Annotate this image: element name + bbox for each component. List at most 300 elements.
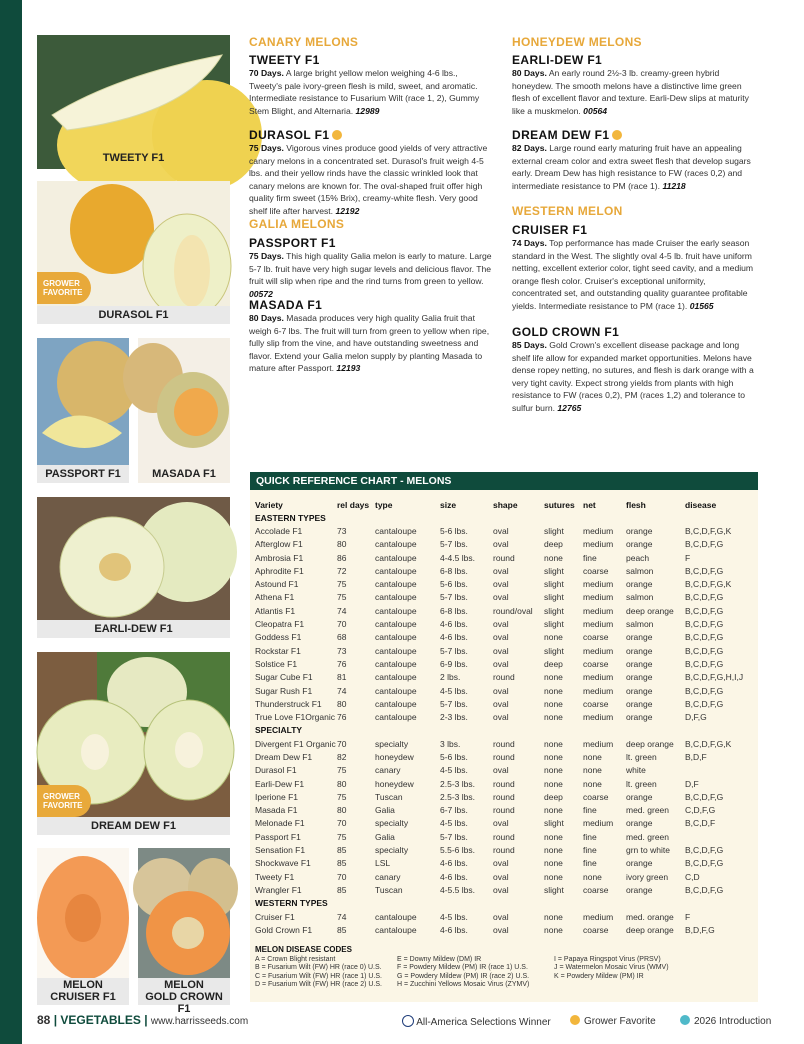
table-cell: cantaloupe <box>375 605 417 616</box>
table-cell: 80 <box>337 778 347 789</box>
table-row <box>255 591 757 604</box>
table-cell: 76 <box>337 658 347 669</box>
table-cell: slight <box>544 605 564 616</box>
masada-photo <box>138 338 230 483</box>
earli-dew-photo <box>37 497 230 638</box>
table-cell: 2 lbs. <box>440 672 461 683</box>
table-cell: cantaloupe <box>375 539 417 550</box>
table-cell: slight <box>544 579 564 590</box>
table-cell: 6-8 lbs. <box>440 565 468 576</box>
table-cell: fine <box>583 552 597 563</box>
table-cell: Earli-Dew F1 <box>255 778 305 789</box>
table-cell: oval <box>493 765 509 776</box>
table-cell: cantaloupe <box>375 525 417 536</box>
table-cell: Cruiser F1 <box>255 911 295 922</box>
legend-entry: J = Watermelon Mosaic Virus (WMV) <box>554 964 669 972</box>
table-row <box>255 923 757 936</box>
table-cell: medium <box>583 672 614 683</box>
table-cell: medium <box>583 685 614 696</box>
table-cell: deep <box>544 539 563 550</box>
group-label: WESTERN TYPES <box>255 898 328 909</box>
grower-favorite-legend: Grower Favorite <box>570 1015 656 1027</box>
table-cell: F <box>685 552 691 563</box>
table-cell: round <box>493 552 515 563</box>
table-cell: Atlantis F1 <box>255 605 296 616</box>
table-cell: Aphrodite F1 <box>255 565 304 576</box>
table-cell: none <box>544 751 563 762</box>
table-cell: 5-7 lbs. <box>440 698 468 709</box>
table-cell: medium <box>583 539 614 550</box>
table-cell: 75 <box>337 831 347 842</box>
table-cell: slight <box>544 619 564 630</box>
table-row <box>255 551 757 564</box>
table-cell: deep <box>544 658 563 669</box>
cruiser-melon-illustration <box>37 848 129 979</box>
gold-crown-photo <box>138 848 230 1015</box>
table-cell: 75 <box>337 579 347 590</box>
table-cell: oval <box>493 658 509 669</box>
table-cell: 80 <box>337 539 347 550</box>
table-cell: 4-6 lbs. <box>440 871 468 882</box>
cruiser-photo <box>37 848 129 1005</box>
durasol-caption: DURASOL F1 <box>37 306 230 324</box>
table-cell: cantaloupe <box>375 579 417 590</box>
legend-entry: H = Zucchini Yellows Mosaic Virus (ZYMV) <box>397 981 530 989</box>
table-row <box>255 737 757 750</box>
table-row <box>255 697 757 710</box>
table-cell: round <box>493 672 515 683</box>
table-cell: D,F,G <box>685 712 707 723</box>
tweety-photo <box>37 35 230 169</box>
table-cell: Melonade F1 <box>255 818 305 829</box>
gold-crown-melon-illustration <box>138 848 230 979</box>
table-cell: True Love F1Organic <box>255 712 335 723</box>
table-cell: Ambrosia F1 <box>255 552 304 563</box>
table-cell: 4-5 lbs. <box>440 685 468 696</box>
table-cell: none <box>544 871 563 882</box>
column-header: disease <box>685 500 717 510</box>
table-cell: medium <box>583 525 614 536</box>
table-cell: oval <box>493 858 509 869</box>
table-cell: round <box>493 778 515 789</box>
table-cell: 5-6 lbs. <box>440 751 468 762</box>
table-cell: Sugar Rush F1 <box>255 685 313 696</box>
table-header-row <box>255 499 757 511</box>
legend-title: MELON DISEASE CODES <box>255 945 352 954</box>
introduction-legend: 2026 Introduction <box>680 1015 771 1027</box>
dream-dew-description: 82 Days. Large round early maturing fruit have an appealing external cream color and extra sweet flesh that develop sugars early. Dream Dew has high resistance to FW (races 0,2) and intermediate resistance to PM (race 1). 11218 <box>512 143 751 191</box>
table-cell: 70 <box>337 818 347 829</box>
table-cell: 2.5-3 lbs. <box>440 791 475 802</box>
table-cell: fine <box>583 845 597 856</box>
table-cell: 74 <box>337 605 347 616</box>
dream-dew-title: DREAM DEW F1 <box>512 128 622 142</box>
table-cell: 5-6 lbs. <box>440 579 468 590</box>
table-row <box>255 657 757 670</box>
table-cell: medium <box>583 911 614 922</box>
masada-melon-illustration <box>138 338 230 465</box>
table-row <box>255 777 757 790</box>
table-cell: slight <box>544 884 564 895</box>
table-cell: canary <box>375 765 401 776</box>
table-cell: specialty <box>375 738 409 749</box>
table-cell: slight <box>544 818 564 829</box>
table-cell: 6-8 lbs. <box>440 605 468 616</box>
passport-photo <box>37 338 129 483</box>
table-row <box>255 750 757 763</box>
table-cell: orange <box>626 818 653 829</box>
table-cell: B,D,F,G <box>685 924 715 935</box>
table-cell: 74 <box>337 911 347 922</box>
table-cell: none <box>544 712 563 723</box>
table-cell: F <box>685 911 691 922</box>
table-cell: grn to white <box>626 845 670 856</box>
table-cell: deep orange <box>626 738 674 749</box>
legend-entry: K = Powdery Mildew (PM) IR <box>554 972 644 980</box>
table-cell: med. green <box>626 805 669 816</box>
table-row <box>255 830 757 843</box>
earli-dew-title: EARLI-DEW F1 <box>512 53 603 67</box>
table-cell: Dream Dew F1 <box>255 751 313 762</box>
table-cell: 75 <box>337 765 347 776</box>
column-header: size <box>440 500 457 510</box>
table-cell: 70 <box>337 871 347 882</box>
passport-melon-illustration <box>37 338 129 465</box>
table-row <box>255 684 757 697</box>
table-cell: B,C,D,F,G <box>685 605 724 616</box>
table-cell: orange <box>626 579 653 590</box>
table-cell: 75 <box>337 592 347 603</box>
cruiser-caption: MELON CRUISER F1 <box>37 978 129 1005</box>
table-cell: Iperione F1 <box>255 791 298 802</box>
table-cell: fine <box>583 858 597 869</box>
table-cell: Passport F1 <box>255 831 301 842</box>
grower-favorite-badge: GROWER FAVORITE <box>37 785 91 817</box>
table-cell: orange <box>626 698 653 709</box>
tweety-title: TWEETY F1 <box>249 53 320 67</box>
table-cell: cantaloupe <box>375 672 417 683</box>
tweety-caption: TWEETY F1 <box>102 152 165 164</box>
table-cell: none <box>583 778 602 789</box>
table-cell: coarse <box>583 698 609 709</box>
table-cell: medium <box>583 738 614 749</box>
table-cell: orange <box>626 632 653 643</box>
column-header: rel days <box>337 500 370 510</box>
table-cell: none <box>544 698 563 709</box>
table-cell: ivory green <box>626 871 669 882</box>
table-cell: oval <box>493 712 509 723</box>
table-cell: B,C,D,F,G <box>685 858 724 869</box>
table-row <box>255 524 757 537</box>
table-cell: 4-5 lbs. <box>440 765 468 776</box>
cruiser-description: 74 Days. Top performance has made Cruiser the early season standard in the West. The slightly oval 4-5 lb. fruit have uniform netting, excellent exterior color, tight seed cavity, and a medium orange flesh color. Cruiser's exceptional uniformity, concentrated set, and outstanding quality guarantee profitable yields. Intermediate resistance to PM (race 1). 01565 <box>512 238 754 311</box>
table-cell: 4-6 lbs. <box>440 619 468 630</box>
table-cell: cantaloupe <box>375 712 417 723</box>
table-cell: round <box>493 751 515 762</box>
table-cell: B,C,D,F,G,K <box>685 579 732 590</box>
legend-entry: I = Papaya Ringspot Virus (PRSV) <box>554 956 661 963</box>
passport-title: PASSPORT F1 <box>249 236 336 250</box>
table-cell: 85 <box>337 924 347 935</box>
legend-entry: A = Crown Blight resistant <box>255 956 336 963</box>
legend-entry: E = Downy Mildew (DM) IR <box>397 956 482 963</box>
table-cell: none <box>583 751 602 762</box>
table-cell: cantaloupe <box>375 685 417 696</box>
table-cell: medium <box>583 592 614 603</box>
table-cell: oval <box>493 525 509 536</box>
earli-dew-melon-illustration <box>37 497 230 620</box>
quick-reference-chart <box>250 472 758 1002</box>
table-cell: Tuscan <box>375 884 403 895</box>
table-cell: 4-5 lbs. <box>440 911 468 922</box>
table-cell: B,C,D,F,G,H,I,J <box>685 672 744 683</box>
table-cell: 5-6 lbs. <box>440 525 468 536</box>
table-cell: Solstice F1 <box>255 658 298 669</box>
table-cell: B,C,D,F,G,K <box>685 525 732 536</box>
table-cell: Afterglow F1 <box>255 539 303 550</box>
table-cell: round <box>493 738 515 749</box>
table-row <box>255 910 757 923</box>
passport-caption: PASSPORT F1 <box>37 465 129 483</box>
table-cell: med. green <box>626 831 669 842</box>
table-cell: round <box>493 831 515 842</box>
melon-reference-table <box>255 499 757 937</box>
table-cell: orange <box>626 791 653 802</box>
table-cell: 4-6 lbs. <box>440 632 468 643</box>
table-cell: Goddess F1 <box>255 632 302 643</box>
table-cell: 5-7 lbs. <box>440 592 468 603</box>
table-cell: Thunderstruck F1 <box>255 698 322 709</box>
table-cell: Sensation F1 <box>255 845 306 856</box>
table-cell: none <box>544 805 563 816</box>
gold-crown-caption: MELON GOLD CROWN F1 <box>138 978 230 1005</box>
table-cell: coarse <box>583 632 609 643</box>
table-cell: Rockstar F1 <box>255 645 301 656</box>
page-number: 88 <box>37 1013 51 1027</box>
table-cell: Astound F1 <box>255 579 299 590</box>
table-cell: oval <box>493 884 509 895</box>
western-melon-heading: WESTERN MELON <box>512 204 623 218</box>
table-cell: 80 <box>337 805 347 816</box>
masada-title: MASADA F1 <box>249 298 323 312</box>
table-cell: oval <box>493 632 509 643</box>
table-cell: 5-7 lbs. <box>440 831 468 842</box>
table-cell: B,D,F <box>685 751 707 762</box>
table-cell: B,C,D,F,G <box>685 592 724 603</box>
table-cell: 86 <box>337 552 347 563</box>
table-cell: 85 <box>337 884 347 895</box>
table-cell: orange <box>626 884 653 895</box>
table-group-row <box>255 511 757 524</box>
table-cell: 2.5-3 lbs. <box>440 778 475 789</box>
table-cell: D,F <box>685 778 699 789</box>
galia-melons-heading: GALIA MELONS <box>249 217 345 231</box>
table-cell: none <box>544 738 563 749</box>
table-cell: cantaloupe <box>375 645 417 656</box>
table-cell: B,C,D,F,G <box>685 539 724 550</box>
table-row <box>255 764 757 777</box>
table-cell: oval <box>493 592 509 603</box>
table-cell: medium <box>583 712 614 723</box>
table-cell: none <box>544 778 563 789</box>
masada-caption: MASADA F1 <box>152 468 216 480</box>
table-cell: round <box>493 805 515 816</box>
passport-description: 75 Days. This high quality Galia melon is early to mature. Large 5-7 lb. fruit have very high sugar levels and delicious flavor. The fruit will slip when ripe and the rind turns from green to yellow. 00572 <box>249 251 492 299</box>
table-cell: 4-4.5 lbs. <box>440 552 475 563</box>
table-cell: oval <box>493 619 509 630</box>
table-cell: oval <box>493 685 509 696</box>
table-cell: orange <box>626 672 653 683</box>
dream-dew-caption: DREAM DEW F1 <box>37 817 230 835</box>
table-cell: 74 <box>337 685 347 696</box>
table-cell: Cleopatra F1 <box>255 619 305 630</box>
table-cell: none <box>544 672 563 683</box>
table-cell: fine <box>583 805 597 816</box>
table-cell: none <box>544 911 563 922</box>
table-cell: salmon <box>626 565 654 576</box>
table-cell <box>685 830 757 843</box>
earli-dew-caption: EARLI-DEW F1 <box>37 620 230 638</box>
table-cell: Galia <box>375 805 395 816</box>
table-row <box>255 790 757 803</box>
canary-melons-heading: CANARY MELONS <box>249 35 359 49</box>
table-cell: B,C,D,F,G <box>685 565 724 576</box>
honeydew-melons-heading: HONEYDEW MELONS <box>512 35 642 49</box>
table-row <box>255 644 757 657</box>
table-cell: orange <box>626 539 653 550</box>
table-cell: fine <box>583 831 597 842</box>
table-cell: oval <box>493 698 509 709</box>
column-header: net <box>583 500 596 510</box>
table-cell <box>685 764 757 777</box>
table-cell: coarse <box>583 791 609 802</box>
table-cell: slight <box>544 525 564 536</box>
durasol-title: DURASOL F1 <box>249 128 342 142</box>
table-cell: B,C,D,F,G <box>685 685 724 696</box>
legend-column <box>554 956 669 981</box>
table-cell: specialty <box>375 845 409 856</box>
table-cell: 70 <box>337 619 347 630</box>
table-cell: cantaloupe <box>375 924 417 935</box>
table-cell: 5-7 lbs. <box>440 645 468 656</box>
table-cell: B,C,D,F,G <box>685 791 724 802</box>
table-row <box>255 577 757 590</box>
column-header: flesh <box>626 500 646 510</box>
legend-entry: C = Fusarium Wilt (FW) HR (race 1) U.S. <box>255 972 382 980</box>
table-cell: 81 <box>337 672 347 683</box>
aas-legend: All-America Selections Winner <box>402 1015 551 1028</box>
table-cell: medium <box>583 645 614 656</box>
table-cell: round <box>493 791 515 802</box>
grower-favorite-dot-icon <box>332 130 342 140</box>
table-cell: 5.5-6 lbs. <box>440 845 475 856</box>
page-footer-left: 88 | VEGETABLES | www.harrisseeds.com <box>37 1013 249 1027</box>
table-cell: med. orange <box>626 911 674 922</box>
table-cell: salmon <box>626 619 654 630</box>
table-cell: slight <box>544 645 564 656</box>
table-cell: coarse <box>583 658 609 669</box>
table-row <box>255 843 757 856</box>
table-row <box>255 671 757 684</box>
table-row <box>255 857 757 870</box>
table-cell: B,C,D,F,G <box>685 619 724 630</box>
table-cell: 4-6 lbs. <box>440 858 468 869</box>
column-header: Variety <box>255 500 283 510</box>
table-cell: 85 <box>337 858 347 869</box>
earli-dew-description: 80 Days. An early round 2½-3 lb. creamy-green hybrid honeydew. The smooth melons have a distinctive lime green flesh of excellent flavor and texture. Earli-Dew slips at maturity like a muskmelon. 00564 <box>512 68 749 116</box>
table-cell: specialty <box>375 818 409 829</box>
table-cell: oval <box>493 871 509 882</box>
website-link[interactable]: www.harrisseeds.com <box>150 1016 249 1027</box>
table-cell: Athena F1 <box>255 592 295 603</box>
legend-entry: F = Powdery Mildew (PM) IR (race 1) U.S. <box>397 964 528 972</box>
table-cell: oval <box>493 539 509 550</box>
table-cell: medium <box>583 579 614 590</box>
table-cell: 70 <box>337 738 347 749</box>
table-cell: cantaloupe <box>375 911 417 922</box>
table-cell: orange <box>626 712 653 723</box>
table-cell: none <box>544 845 563 856</box>
table-cell: orange <box>626 658 653 669</box>
table-cell: 80 <box>337 698 347 709</box>
legend-column <box>397 956 529 990</box>
table-cell: deep orange <box>626 605 674 616</box>
table-cell: round/oval <box>493 605 533 616</box>
table-cell: round <box>493 845 515 856</box>
table-cell: none <box>583 871 602 882</box>
table-cell: 4-5 lbs. <box>440 818 468 829</box>
table-cell: none <box>544 685 563 696</box>
table-row <box>255 870 757 883</box>
group-label: EASTERN TYPES <box>255 512 326 523</box>
table-cell: LSL <box>375 858 391 869</box>
table-cell: cantaloupe <box>375 632 417 643</box>
table-cell: Tweety F1 <box>255 871 295 882</box>
table-cell: 76 <box>337 712 347 723</box>
durasol-photo <box>37 181 230 324</box>
disease-codes-legend <box>255 945 669 989</box>
grower-favorite-badge: GROWER FAVORITE <box>37 272 91 304</box>
table-cell: oval <box>493 818 509 829</box>
section-name: VEGETABLES <box>60 1013 141 1027</box>
table-cell: Galia <box>375 831 395 842</box>
table-cell: cantaloupe <box>375 619 417 630</box>
aas-winner-icon <box>402 1015 414 1027</box>
table-cell: none <box>583 765 602 776</box>
table-cell: white <box>626 765 646 776</box>
table-cell: orange <box>626 685 653 696</box>
cruiser-title: CRUISER F1 <box>512 223 588 237</box>
table-cell: lt. green <box>626 751 657 762</box>
table-cell: B,C,D,F <box>685 818 716 829</box>
table-cell: Tuscan <box>375 791 403 802</box>
table-cell: 5-7 lbs. <box>440 539 468 550</box>
table-cell: orange <box>626 645 653 656</box>
left-edge-bar <box>0 0 22 1044</box>
table-cell: 4-6 lbs. <box>440 924 468 935</box>
table-row <box>255 710 757 723</box>
table-cell: B,C,D,F,G <box>685 845 724 856</box>
table-cell: none <box>544 924 563 935</box>
column-header: type <box>375 500 393 510</box>
table-cell: salmon <box>626 592 654 603</box>
table-cell: 75 <box>337 791 347 802</box>
table-cell: slight <box>544 592 564 603</box>
table-cell: peach <box>626 552 650 563</box>
table-cell: none <box>544 831 563 842</box>
table-cell: 73 <box>337 645 347 656</box>
table-cell: B,C,D,F,G <box>685 658 724 669</box>
